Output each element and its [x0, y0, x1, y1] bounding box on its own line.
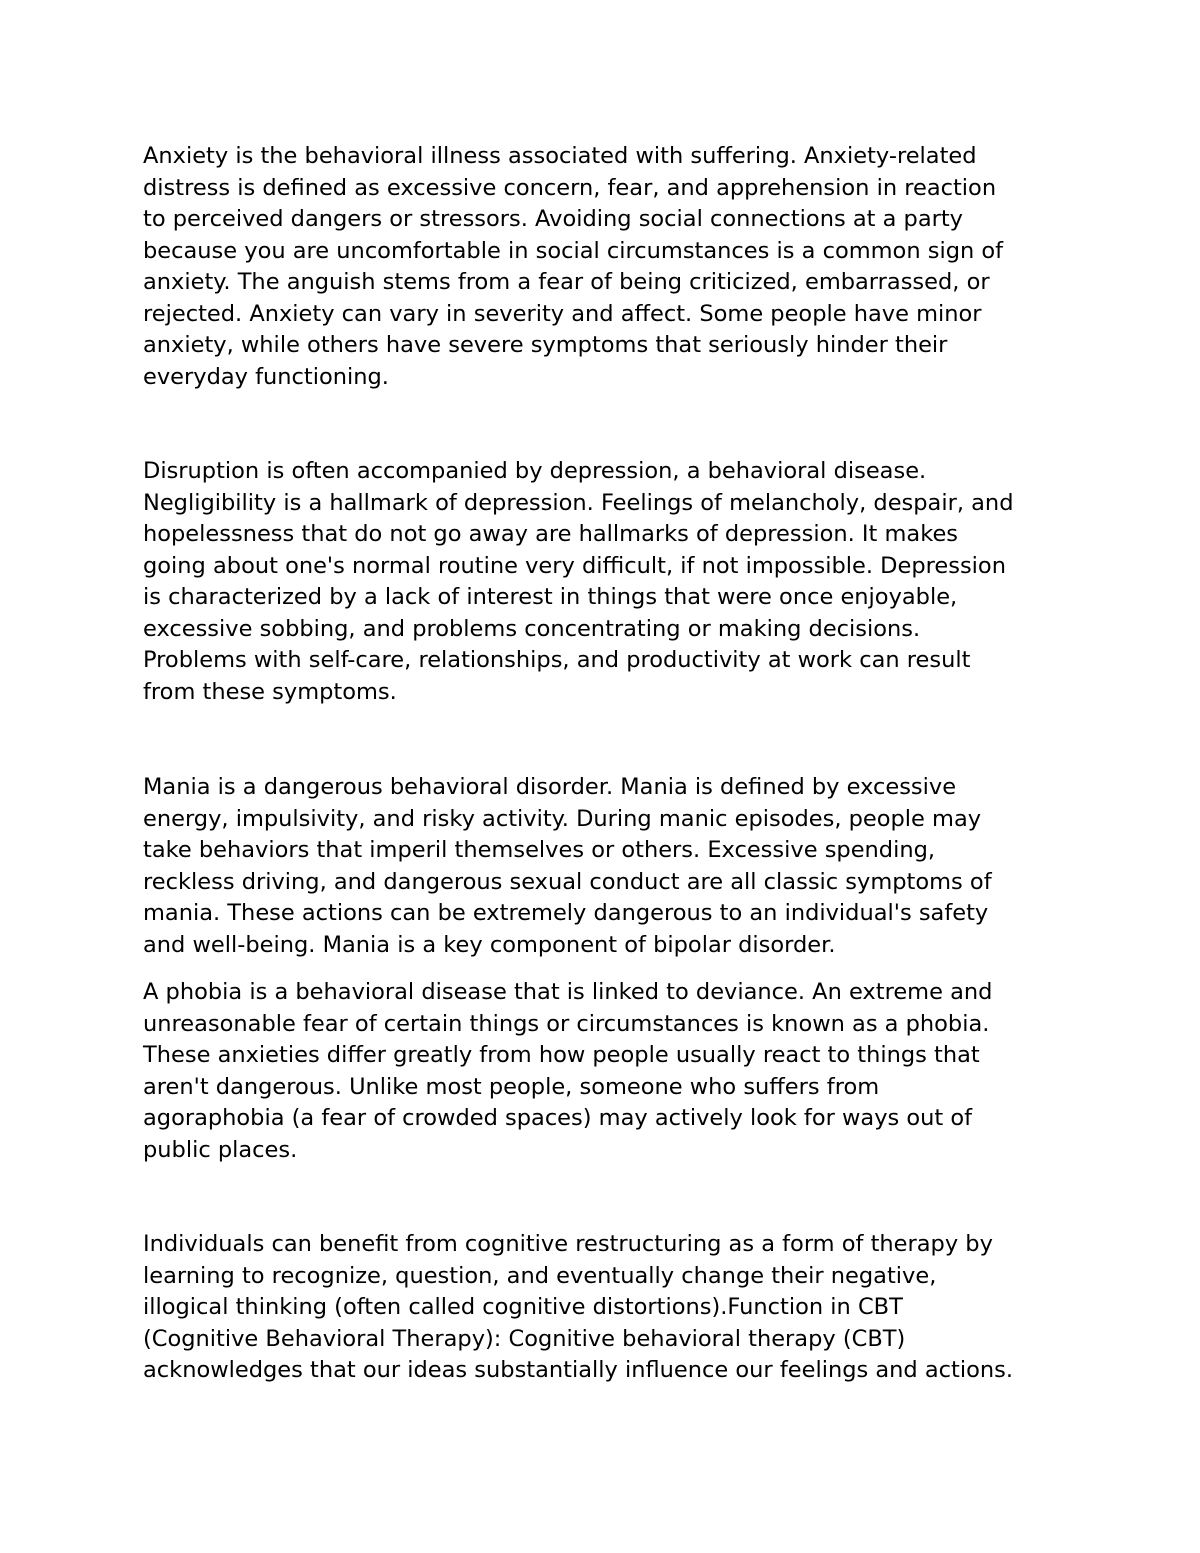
paragraph-cognitive-restructuring: Individuals can benefit from cognitive restructuring as a form of therapy by learning to recognize, question, and eventually change their negative, illogical thinking (often called cognitive distortions).Function in CBT (Cognitive Behavioral Therapy): Cognitive behavioral therapy (CBT) acknowledges that our ideas substantially influence our feelings and actions.: [143, 1231, 1013, 1383]
paragraph-phobia: A phobia is a behavioral disease that is linked to deviance. An extreme and unreasonable fear of certain things or circumstances is known as a phobia. These anxieties differ greatly from how people usually react to things that aren't dangerous. Unlike most people, someone who suffers from agoraphobia (a fear of crowded spaces) may actively look for ways out of public places.: [143, 979, 993, 1163]
paragraph-anxiety: Anxiety is the behavioral illness associated with suffering. Anxiety-related distress is defined as excessive concern, fear, and apprehension in reaction to perceived dangers or stressors. Avoiding social connections at a party because you are uncomfortable in social circumstances is a common sign of anxiety. The anguish stems from a fear of being criticized, embarrassed, or rejected. Anxiety can vary in severity and affect. Some people have minor anxiety, while others have severe symptoms that seriously hinder their everyday functioning.: [143, 143, 1004, 390]
paragraph-mania: Mania is a dangerous behavioral disorder. Mania is defined by excessive energy, impulsivity, and risky activity. During manic episodes, people may take behaviors that imperil themselves or others. Excessive spending, reckless driving, and dangerous sexual conduct are all classic symptoms of mania. These actions can be extremely dangerous to an individual's safety and well-being. Mania is a key component of bipolar disorder.: [143, 774, 992, 958]
paragraph-depression: Disruption is often accompanied by depression, a behavioral disease. Negligibility is a hallmark of depression. Feelings of melancholy, despair, and hopelessness that do not go away are hallmarks of depression. It makes going about one's normal routine very difficult, if not impossible. Depression is characterized by a lack of interest in things that were once enjoyable, excessive sobbing, and problems concentrating or making decisions. Problems with self-care, relationships, and productivity at work can result from these symptoms.: [143, 458, 1014, 705]
